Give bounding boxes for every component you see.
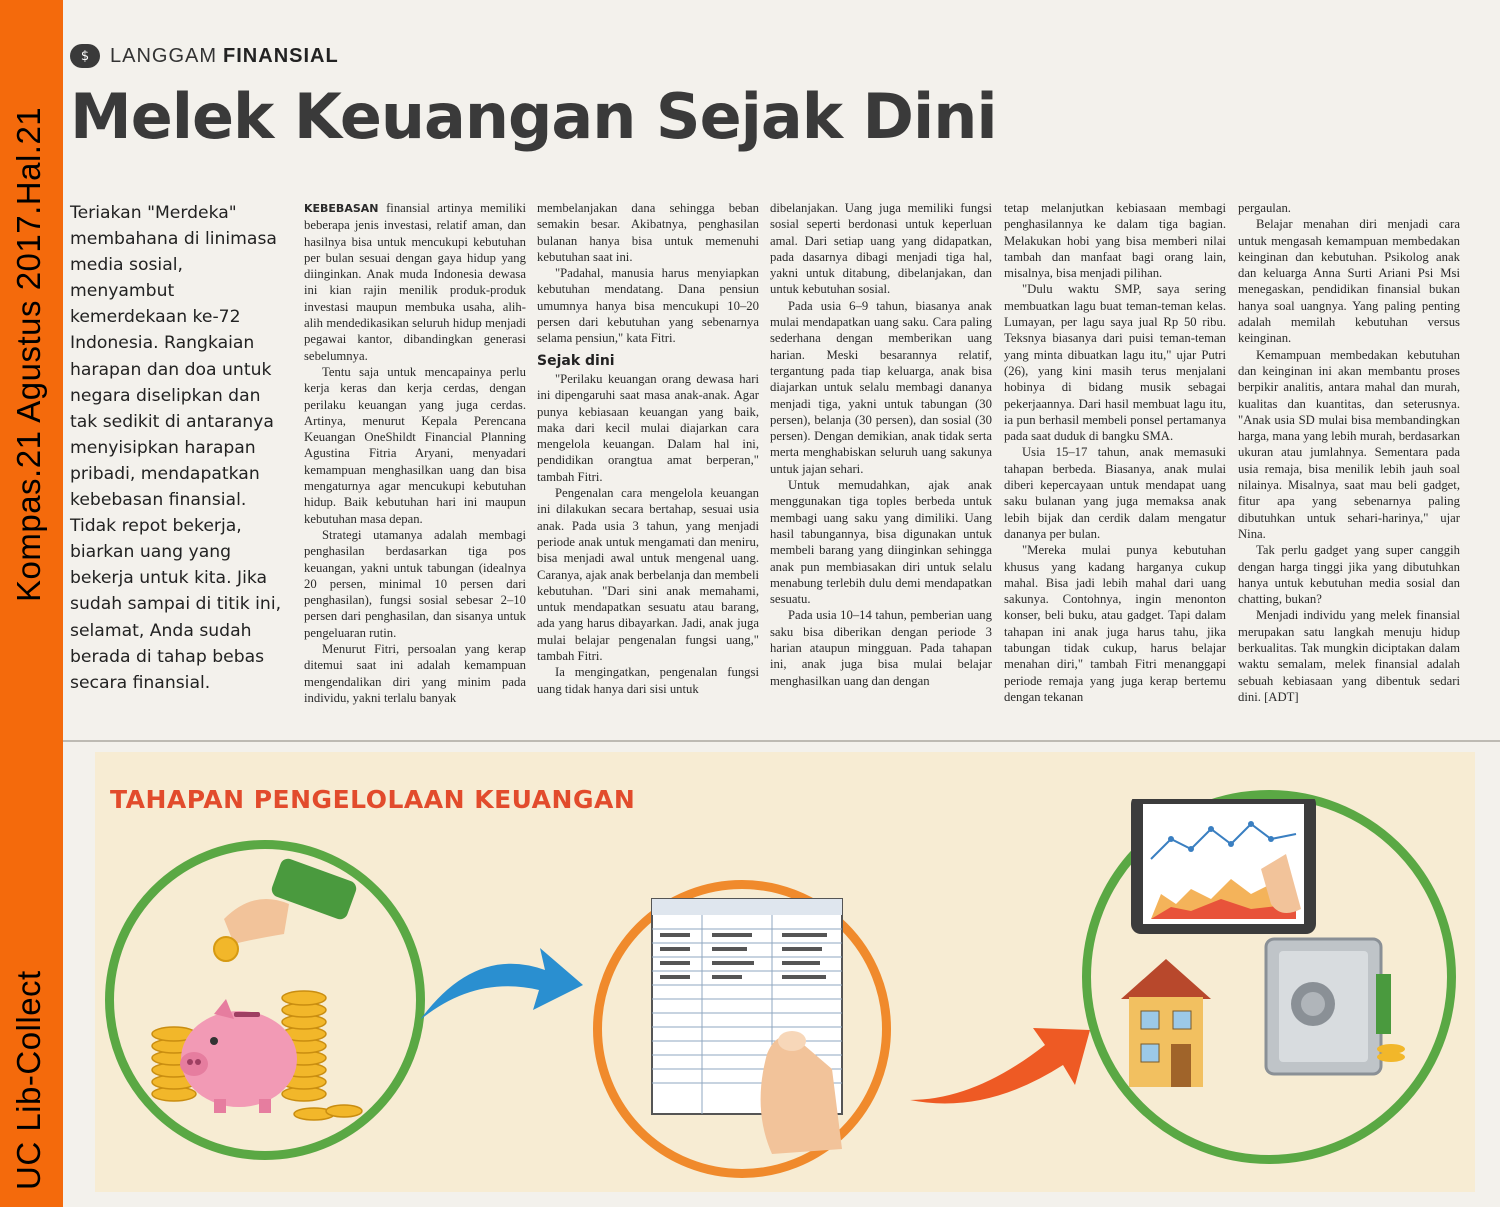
paragraph: Menjadi individu yang melek finansial merupakan satu langkah menuju hidup berkualitas. Tak mungkin diciptakan dalam waktu semalam, melek finansial adalah sebuah kebiasaan yang dibentuk sedari dini. [ADT] — [1238, 608, 1460, 704]
rubric-prefix: LANGGAM — [110, 44, 218, 67]
paragraph: pergaulan. — [1238, 201, 1291, 215]
paragraph: Pada usia 10–14 tahun, pemberian uang saku bisa diberikan dengan periode 3 harian ataupun mingguan. Pada tahapan ini, anak juga bisa mulai belajar menghasilkan uang dan dengan — [770, 608, 992, 688]
paragraph: Belajar menahan diri menjadi cara untuk mengasah kemampuan membedakan keinginan dan kebutuhan. Psikolog anak dan keluarga Anna Surti Ariani Psi Msi menegaskan, pendidikan finansial bukan hanya soal uangnya. Yang paling penting adalah memilah kebutuhan versus keinginan. — [1238, 217, 1460, 346]
paragraph: Kemampuan membedakan kebutuhan dan keinginan ini akan membantu proses berpikir analitis, antara mahal dan murah, kualitas dan kuantitas, dan seterusnya. "Anak usia SD mulai bisa membandingkan harga, mana yang lebih murah, berdasarkan ukuran atau jumlahnya. Sementara pada usia remaja, bisa menilik lebih jauh soal nilainya. Misalnya, saat mau beli gadget, fitur apa yang sebenarnya paling dibutuhkan untuk sehari-harinya," ujar Nina. — [1238, 347, 1460, 541]
paragraph: Pengenalan cara mengelola keuangan ini dilakukan secara bertahap, sesuai usia anak. Pada usia 3 tahun, yang menjadi periode anak untuk mengamati dan meniru, bisa menjadi awal untuk mengenal uang. Caranya, ajak anak berbelanja dan membeli kebutuhan. "Dari sini anak memahami, untuk mendapatkan sesuatu atau barang, ada yang harus dibayarkan. Jadi, anak juga mulai belajar pengenalan fungsi uang," tambah Fitri. — [537, 486, 759, 664]
archive-sidebar — [0, 0, 63, 1207]
stage-budgeting-circle — [593, 880, 891, 1178]
paragraph: Usia 15–17 tahun, anak memasuki tahapan berbeda. Biasanya, anak mulai diberi kepercayaan untuk mendapat uang saku bulanan yang juga memaksa anak lebih bijak dan cerdik dalam mengatur dananya per bulan. — [1004, 445, 1226, 541]
article-column-4 — [1004, 200, 1226, 705]
money-icon: $ — [70, 44, 100, 68]
infographic-title: TAHAPAN PENGELOLAAN KEUANGAN — [110, 785, 636, 814]
article-column-5 — [1238, 200, 1460, 705]
paragraph: "Mereka mulai punya kebutuhan khusus yang kadang harganya cukup mahal. Bisa jadi lebih mahal dari uang sakunya. Contohnya, ingin menonton konser, beli buku, atau gadget. Tapi dalam tahapan ini anak juga harus tahu, jika tabungan tidak cukup, harus belajar menahan diri," tambah Fitri menanggapi periode remaja yang juga kerap bertemu dengan tekanan — [1004, 543, 1226, 704]
paragraph: Tak perlu gadget yang super canggih dengan harga tinggi jika yang dibutuhkan hanya untuk kebutuhan media sosial dan chatting, bukan? — [1238, 543, 1460, 607]
paragraph: "Dulu waktu SMP, saya sering membuatkan lagu buat teman-teman kelas. Lumayan, per lagu saya jual Rp 50 ribu. Teksnya biasanya dari puisi teman-teman yang minta dibuatkan lagu itu," ujar Putri (26), yang kini masih terus menjalani hobinya di bidang musik sebagai pekerjaannya. Dari hasil membuat lagu itu, ia pun berhasil membeli ponsel pertamanya pada saat duduk di bangku SMA. — [1004, 282, 1226, 444]
investment-icon — [1091, 799, 1447, 1155]
article-column-3 — [770, 200, 992, 689]
collection-label: UC Lib-Collect — [10, 970, 47, 1190]
paragraph: dibelanjakan. Uang juga memiliki fungsi sosial seperti berdonasi untuk keperluan amal. Dari setiap uang yang didapatkan, pada dasarnya dibagi menjadi tiga hal, yakni untuk ditabung, dibelanjakan, dan untuk kebutuhan sosial. — [770, 201, 992, 297]
paragraph: membelanjakan dana sehingga beban semakin besar. Akibatnya, penghasilan bulanan hanya bisa untuk memenuhi kebutuhan saat ini. — [537, 201, 759, 264]
paragraph: Tentu saja untuk mencapainya perlu kerja keras dan kerja cerdas, dengan perilaku keuangan yang juga cerdas. Artinya, menurut Kepala Perencana Keuangan OneShildt Financial Planning Agustina Fitria Aryani, menyadari kemampuan menghasilkan uang dan bisa mengaturnya agar mencukupi kebutuhan hidup. Baik kebutuhan hari ini maupun kebutuhan masa depan. — [304, 364, 526, 526]
paragraph: tetap melanjutkan kebiasaan membagi penghasilannya ke dalam tiga bagian. Melakukan hobi yang bisa memberi nilai tambah dan manfaat bagi orang lain, misalnya, bisa menjadi pilihan. — [1004, 201, 1226, 281]
article-lead: Teriakan "Merdeka" membahana di linimasa media sosial, menyambut kemerdekaan ke-72 Indonesia. Rangkaian harapan dan doa untuk negara diselipkan dan tak sedikit di antaranya menyisipkan harapan pribadi, mendapatkan kebebasan finansial. Tidak repot bekerja, biarkan uang yang bekerja untuk kita. Jika sudah sampai di titik ini, selamat, Anda sudah berada di tahap bebas secara finansial. — [70, 203, 282, 693]
paragraph: Strategi utamanya adalah membagi penghasilan berdasarkan tiga pos keuangan, yakni untuk tabungan (idealnya 20 persen, minimal 10 persen dari penghasilan), fungsi sosial sebesar 2–10 persen dari penghasilan, dan sisanya untuk pengeluaran rutin. — [304, 527, 526, 640]
paragraph: "Perilaku keuangan orang dewasa hari ini dipengaruhi saat masa anak-anak. Agar punya kebiasaan keuangan yang baik, maka dari kecil mulai diajarkan cara mengelola keuangan. Dalam hal ini, pendidikan orangtua amat berperan," tambah Fitri. — [537, 371, 759, 484]
source-citation: Kompas.21 Agustus 2017.Hal.21 — [10, 106, 47, 602]
article-column-2 — [537, 200, 759, 697]
paragraph: Untuk memudahkan, ajak anak menggunakan tiga toples berbeda untuk membagi uang saku yang dimiliki. Uang hasil tabungannya, bisa digunakan untuk membeli barang yang diinginkan sehingga anak pun membiasakan diri untuk selalu menabung terlebih dulu demi mendapatkan sesuatu. — [770, 478, 992, 607]
stage-saving-circle — [105, 840, 425, 1160]
stage-investment-circle — [1082, 790, 1456, 1164]
paragraph: KEBEBASAN finansial artinya memiliki beberapa jenis investasi, relatif aman, dan hasilnya bisa untuk mencukupi kebutuhan per bulan sesuai dengan gaya hidup yang diinginkan. Anak muda Indonesia dewasa ini kian rajin menilik produk-produk investasi maupun membuka usaha, alih-alih mendedikasikan seluruh hidup menjadi pegawai kantor, dibandingkan generasi sebelumnya. — [304, 201, 526, 363]
paragraph: Ia mengingatkan, pengenalan fungsi uang tidak hanya dari sisi untuk — [537, 665, 759, 696]
arrow-right-icon — [905, 1010, 1095, 1110]
kicker: KEBEBASAN — [304, 202, 379, 215]
article-headline: Melek Keuangan Sejak Dini — [70, 80, 997, 153]
piggy-bank-icon — [114, 849, 416, 1151]
arrow-right-icon — [415, 940, 585, 1030]
section-divider — [63, 740, 1500, 742]
section-rubric — [70, 44, 339, 68]
paragraph: Menurut Fitri, persoalan yang kerap ditemui saat ini adalah kemampuan mengendalikan diri yang minim pada individu, yakni terlalu banyak — [304, 642, 526, 705]
ledger-icon — [602, 889, 882, 1169]
paragraph: "Padahal, manusia harus menyiapkan kebutuhan mendatang. Dana pensiun umumnya hanya bisa mencukupi 10–20 persen dari kebutuhan yang sebenarnya selama pensiun," kata Fitri. — [537, 266, 759, 346]
rubric-name: FINANSIAL — [223, 44, 339, 67]
article-column-1 — [304, 200, 526, 706]
paragraph: Pada usia 6–9 tahun, biasanya anak mulai mendapatkan uang saku. Cara paling sederhana dengan memberikan uang harian. Meski besarannya relatif, tergantung pada tiap keluarga, anak bisa diajarkan untuk selalu membagi dananya menjadi tiga, yakni untuk tabungan (30 persen), belanja (30 persen), dan sosial (30 persen). Dengan demikian, anak tidak serta merta menghabiskan seluruh uang sakunya untuk jajan sehari. — [770, 298, 992, 476]
subheading: Sejak dini — [537, 352, 615, 369]
